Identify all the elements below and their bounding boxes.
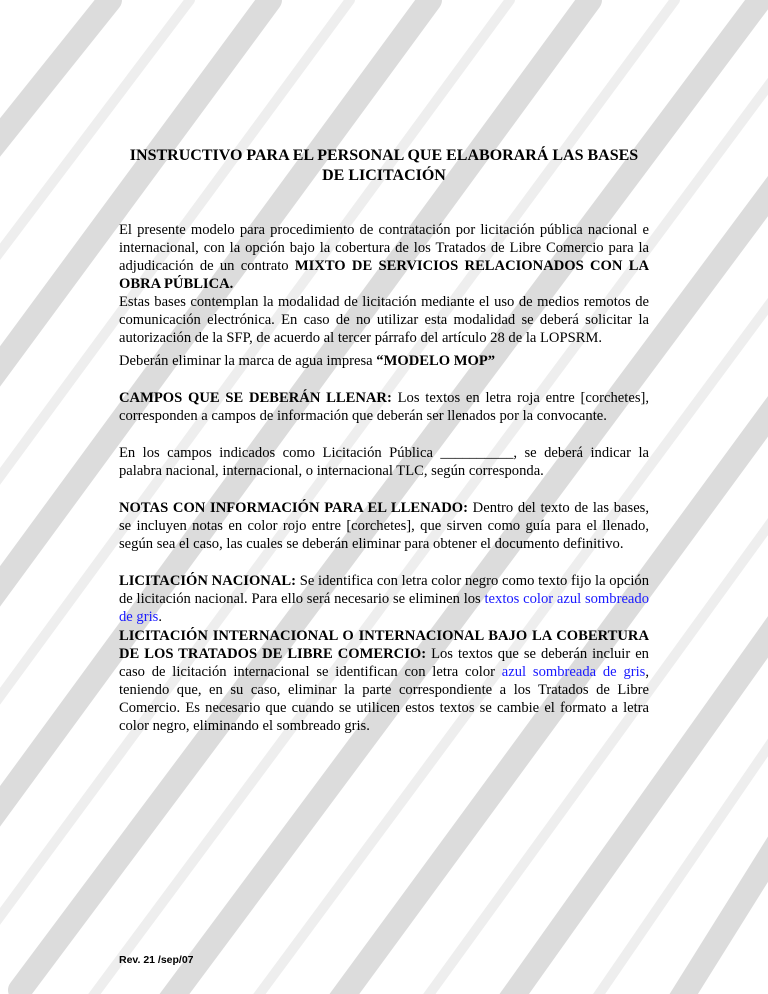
intro-paragraph	[119, 221, 649, 347]
remote-means-text: Estas bases contemplan la modalidad de licitación mediante el uso de medios remotos de comunicación electrónica. En caso de no utilizar esta modalidad se deberá solicitar la autorización de la SFP, de acuerdo al tercer párrafo del artículo 28 de la LOPSRM.	[119, 294, 649, 346]
notes-heading: NOTAS CON INFORMACIÓN PARA EL LLENADO:	[119, 500, 468, 516]
fields-heading: CAMPOS QUE SE DEBERÁN LLENAR:	[119, 390, 392, 406]
national-text-end: .	[158, 609, 162, 625]
international-heading: LICITACIÓN INTERNACIONAL O INTERNACIONAL BAJO LA COBERTURA DE LOS TRATADOS DE LIBRE COMERCIO:	[119, 628, 649, 662]
watermark-note-paragraph	[119, 352, 649, 370]
intro-text: El presente modelo para procedimiento de contratación por licitación pública nacional e internacional, con la opción bajo la cobertura de los Tratados de Libre Comercio para la adjudicación de un contrato	[119, 222, 649, 274]
document-title	[100, 146, 668, 186]
blue-gray-text-sample-2: azul sombreada de gris	[501, 664, 646, 680]
national-paragraph	[119, 572, 649, 626]
title-line-2: DE LICITACIÓN	[322, 167, 446, 184]
watermark-note-text: Deberán eliminar la marca de agua impresa	[119, 353, 377, 369]
notes-paragraph	[119, 499, 649, 553]
national-heading: LICITACIÓN NACIONAL:	[119, 573, 296, 589]
fields-text: Los textos en letra roja entre [corchetes], corresponden a campos de información que deberán ser llenados por la convocante.	[119, 390, 650, 424]
blue-gray-text-sample: textos color azul sombreado de gris	[119, 591, 649, 625]
contract-type: MIXTO DE SERVICIOS RELACIONADOS CON LA OBRA PÚBLICA.	[119, 258, 649, 292]
licitacion-field-paragraph	[119, 444, 649, 480]
fields-paragraph	[119, 389, 649, 425]
international-paragraph	[119, 627, 649, 735]
licitacion-field-text: En los campos indicados como Licitación Pública __________, se deberá indicar la palabra nacional, internacional, o internacional TLC, según corresponda.	[119, 445, 649, 479]
revision-footer: Rev. 21 /sep/07	[119, 954, 194, 966]
title-line-1: INSTRUCTIVO PARA EL PERSONAL QUE ELABORARÁ LAS BASES	[129, 147, 639, 164]
international-text-end: , teniendo que, en su caso, eliminar la parte correspondiente a los Tratados de Libre Comercio. Es necesario que cuando se utilicen estos textos se cambie el formato a letra color negro, eliminando el sombreado gris.	[119, 664, 649, 734]
international-text: Los textos que se deberán incluir en caso de licitación internacional se identifican con letra color	[119, 646, 649, 680]
notes-text: Dentro del texto de las bases, se incluyen notas en color rojo entre [corchetes], que sirven como guía para el llenado, según sea el caso, las cuales se deberán eliminar para obtener el documento definitivo.	[119, 500, 650, 552]
national-text: Se identifica con letra color negro como texto fijo la opción de licitación nacional. Para ello será necesario se eliminen los	[119, 573, 649, 607]
watermark-name: “MODELO MOP”	[376, 353, 496, 369]
